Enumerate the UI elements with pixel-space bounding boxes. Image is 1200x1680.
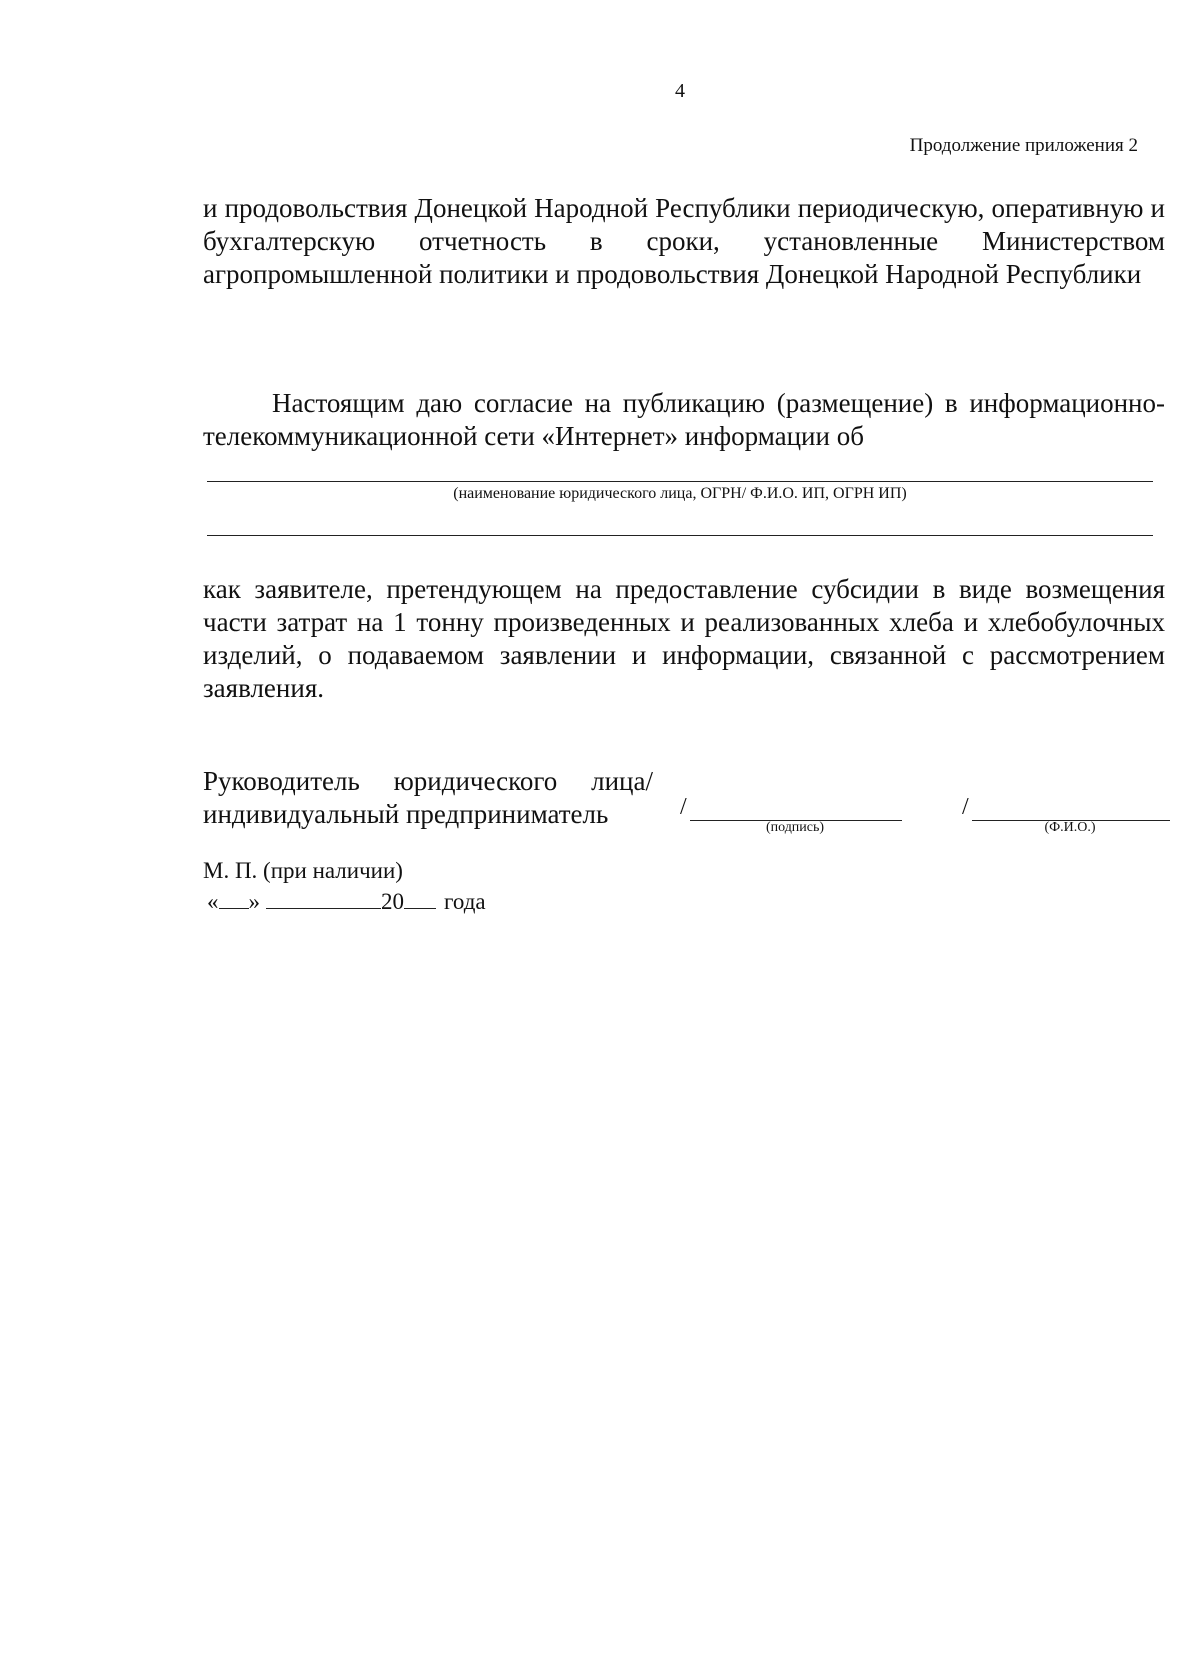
fill-in-line-continuation[interactable] — [207, 535, 1153, 536]
date-line — [207, 889, 486, 915]
appendix-note: Продолжение приложения 2 — [909, 135, 1138, 156]
signer-title-line-2: индивидуальный предприниматель — [203, 799, 609, 829]
paragraph-consent: Настоящим даю согласие на публикацию (размещение) в информационно-телекоммуникационной сети «Интернет» информации об — [203, 388, 1165, 451]
full-name-caption: (Ф.И.О.) — [1044, 820, 1096, 835]
page-number: 4 — [675, 80, 685, 102]
signer-title — [203, 765, 653, 831]
date-century: 20 — [381, 889, 404, 914]
signer-word: юридического — [393, 766, 558, 796]
date-year-field[interactable] — [404, 890, 436, 909]
paragraph-reporting: и продовольствия Донецкой Народной Республики периодическую, оперативную и бухгалтерскую отчетность в сроки, установленные Министерством агропромышленной политики и продовольствия Донецкой Народной Республики — [203, 193, 1165, 289]
name-slash: / — [962, 794, 969, 820]
signer-word: лица/ — [591, 766, 653, 796]
stamp-note: М. П. (при наличии) — [203, 858, 403, 883]
signature-caption: (подпись) — [765, 820, 825, 835]
fill-in-line-name[interactable] — [207, 481, 1153, 482]
date-close-quote: » — [248, 889, 260, 914]
fill-in-line-caption: (наименование юридического лица, ОГРН/ Ф.И.О. ИП, ОГРН ИП) — [453, 485, 907, 502]
signer-word: Руководитель — [203, 766, 360, 796]
date-suffix: года — [444, 889, 486, 914]
signature-slash: / — [680, 794, 687, 820]
date-day-field[interactable] — [219, 890, 249, 909]
date-open-quote: « — [207, 889, 219, 914]
signer-title-line-1 — [203, 765, 653, 798]
date-month-field[interactable] — [266, 890, 381, 909]
paragraph-applicant: как заявителе, претендующем на предоставление субсидии в виде возмещения части затрат на 1 тонну произведенных и реализованных хлеба и хлебобулочных изделий, о подаваемом заявлении и информации, связанной с рассмотрением заявления. — [203, 574, 1165, 703]
